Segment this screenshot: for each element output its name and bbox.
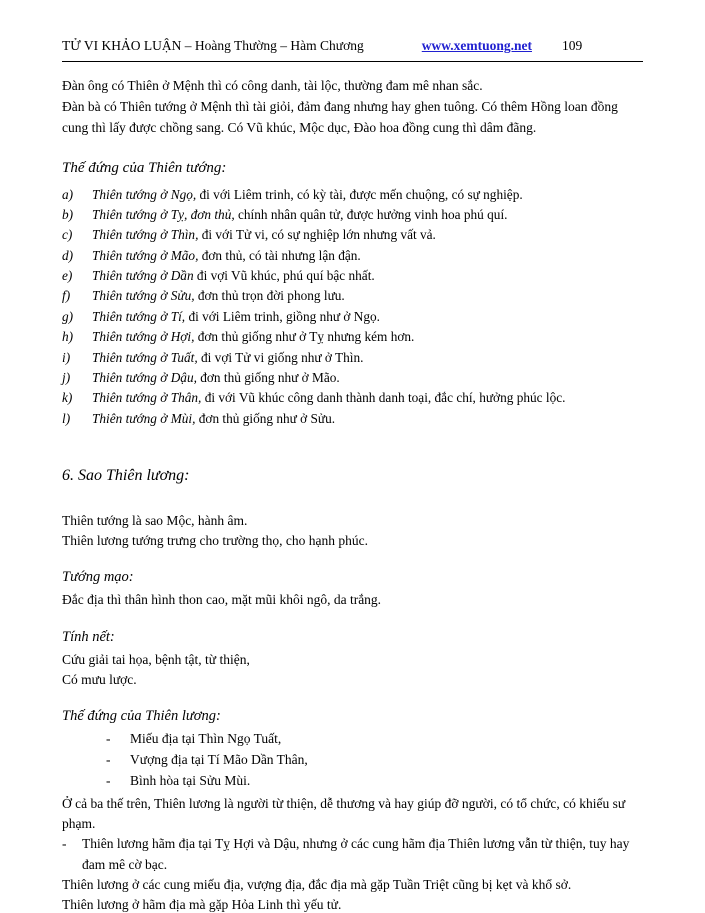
list-item [62,246,643,266]
dash-bullet-icon: - [106,731,111,747]
list-item-lead: Thiên tướng ở Tỵ, đơn thủ, [92,207,235,223]
list-item-lead: Thiên tướng ở Tuất, [92,349,198,365]
section-heading-sao-thien-luong: 6. Sao Thiên lương: [62,466,190,484]
list-marker: i) [62,349,71,365]
tinh-net-line-2: Có mưu lược. [62,671,137,687]
list-item [62,327,643,347]
intro-paragraph-2: Đàn bà có Thiên tướng ở Mệnh thì tài giỏi, đảm đang nhưng hay ghen tuông. Có thêm Hồng loan đồng cung thì lấy được chồng sang. Có Vũ khúc, Mộc dục, Đào hoa đồng cung thì dâm đãng. [62,99,618,135]
subheading-tinh-net: Tính nết: [62,628,115,645]
list-item-lead: Thiên tướng ở Ngọ, [92,186,197,202]
list-item [62,771,643,792]
thien-luong-positions-list [62,729,643,792]
header-website-link[interactable]: www.xemtuong.net [421,38,532,53]
list-item-lead: Thiên tướng ở Mão, [92,247,199,263]
list-item-rest: đơn thủ giống như ở Mão. [196,369,340,385]
list-marker: c) [62,227,73,243]
list-item-label: Bình hòa tại Sửu Mùi. [130,772,251,788]
list-item-lead: Thiên tướng ở Hợi, [92,329,195,345]
list-item-lead: Thiên tướng ở Sửu, [92,288,195,304]
intro-paragraph-1: Đàn ông có Thiên ở Mệnh thì có công danh, tài lộc, thường đam mê nhan sắc. [62,78,483,93]
list-marker: k) [62,390,73,406]
list-marker: a) [62,186,74,202]
list-item [62,750,643,771]
intro-paragraphs [62,76,643,138]
list-item-rest: đi với Liêm trinh, có kỳ tài, được mến chuộng, có sự nghiệp. [196,186,523,202]
list-item [62,286,643,306]
page-header [62,38,643,54]
subheading-the-dung-thien-luong: Thế đứng của Thiên lương: [62,708,221,725]
list-marker: h) [62,329,74,345]
tinh-net-line-1: Cứu giải tai họa, bệnh tật, từ thiện, [62,651,250,667]
list-item [62,185,643,205]
list-item [62,729,643,750]
list-item [62,368,643,388]
list-marker: d) [62,247,74,263]
list-item-rest: đơn thủ trọn đời phong lưu. [194,288,345,304]
list-marker: e) [62,268,73,284]
list-item-label: Miếu địa tại Thìn Ngọ Tuất, [130,731,282,747]
thien-luong-paragraph-2: Thiên lương tướng trưng cho trường thọ, cho hạnh phúc. [62,533,369,549]
list-marker: b) [62,207,74,223]
list-item [62,348,643,368]
list-item-lead: Thiên tướng ở Dần [92,268,194,284]
list-item-lead: Thiên tướng ở Dậu, [92,369,197,385]
list-item-label: Vượng địa tại Tí Mão Dần Thân, [130,752,308,768]
list-item [62,409,643,429]
list-item-rest: đi với Vũ khúc công danh thành danh toại, đắc chí, hưởng phúc lộc. [201,390,566,406]
list-item [62,266,643,286]
list-item-rest: đơn thủ giống như ở Tỵ nhưng kém hơn. [194,329,415,345]
tuong-mao-text: Đắc địa thì thân hình thon cao, mặt mũi khôi ngô, da trắng. [62,592,382,608]
thien-luong-note-2 [62,834,643,875]
list-item-rest: chính nhân quân tử, được hưởng vinh hoa phú quí. [234,207,508,223]
section-heading-the-dung-thien-tuong: Thế đứng của Thiên tướng: [62,159,227,176]
list-item-rest: đơn thủ, có tài nhưng lận đận. [198,247,361,263]
header-title: TỬ VI KHẢO LUẬN – Hoàng Thường – Hàm Chương [62,38,364,53]
list-item-lead: Thiên tướng ở Mùi, [92,410,196,426]
dash-bullet-icon: - [106,752,111,768]
thien-tuong-positions-list [62,185,643,429]
thien-luong-note-1: Ở cả ba thế trên, Thiên lương là người từ thiện, dễ thương và hay giúp đỡ người, có tổ chức, có khiếu sư phạm. [62,795,626,832]
list-item-lead: Thiên tướng ở Thìn, [92,227,199,243]
note-text: Thiên lương hãm địa tại Tỵ Hợi và Dậu, nhưng ở các cung hãm địa Thiên lương vẫn từ thiện, tuy hay đam mê cờ bạc. [82,836,630,872]
dash-bullet-icon: - [106,772,111,788]
list-marker: j) [62,369,71,385]
dash-bullet-icon: - [62,836,67,852]
list-item [62,205,643,225]
list-item-rest: đi với Liêm trinh, giồng như ở Ngọ. [185,308,380,324]
list-marker: l) [62,410,71,426]
header-divider [62,61,643,62]
list-item-lead: Thiên tướng ở Thân, [92,390,202,406]
list-item [62,225,643,245]
thien-luong-paragraph-1: Thiên tướng là sao Mộc, hành âm. [62,512,248,528]
list-marker: f) [62,288,71,304]
list-item-rest: đi vợi Tử vi giống như ở Thìn. [197,349,364,365]
list-item [62,388,643,408]
thien-luong-note-4: Thiên lương ở hãm địa mà gặp Hỏa Linh thì yếu tử. [62,897,342,913]
list-marker: g) [62,308,74,324]
list-item-rest: đơn thủ giống như ở Sửu. [195,410,336,426]
list-item-lead: Thiên tướng ở Tí, [92,308,186,324]
list-item [62,307,643,327]
subheading-tuong-mao: Tướng mạo: [62,569,134,586]
list-item-rest: đi vợi Vũ khúc, phú quí bậc nhất. [193,268,375,284]
header-page-number: 109 [562,38,583,53]
list-item-rest: đi với Tử vi, có sự nghiệp lớn nhưng vất vả. [198,227,436,243]
thien-luong-note-3: Thiên lương ở các cung miếu địa, vượng địa, đắc địa mà gặp Tuần Triệt cũng bị kẹt và khổ sở. [62,876,572,892]
